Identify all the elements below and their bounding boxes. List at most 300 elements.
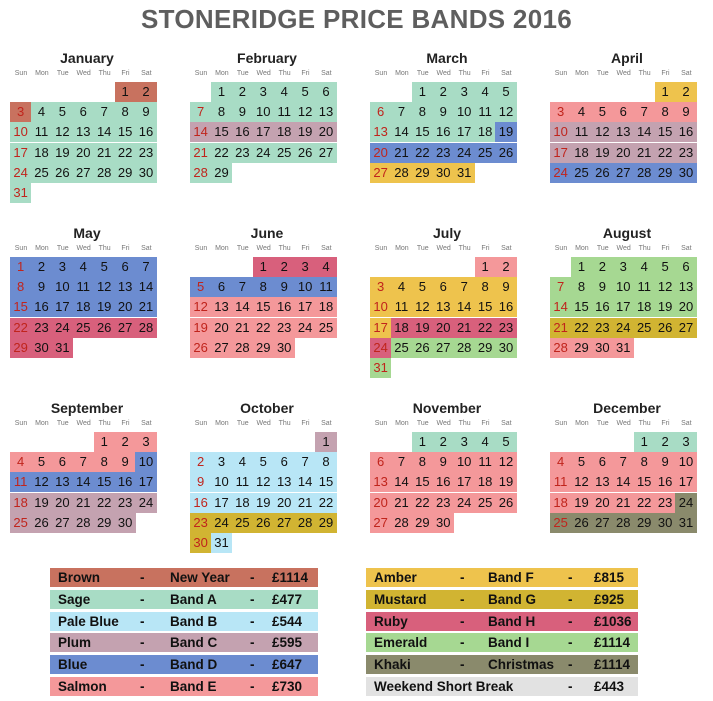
day-cell[interactable]: 17 — [675, 472, 696, 492]
day-cell[interactable]: 17 — [135, 472, 156, 492]
day-cell[interactable]: 28 — [391, 163, 412, 183]
day-cell[interactable]: 21 — [295, 493, 316, 513]
day-cell[interactable]: 26 — [190, 338, 211, 358]
day-cell[interactable]: 17 — [370, 318, 391, 338]
day-cell[interactable]: 14 — [550, 297, 571, 317]
day-cell[interactable]: 26 — [31, 513, 52, 533]
day-cell[interactable]: 7 — [190, 102, 211, 122]
day-cell[interactable]: 2 — [655, 432, 676, 452]
day-cell[interactable]: 2 — [274, 257, 295, 277]
day-cell[interactable]: 7 — [454, 277, 475, 297]
day-cell[interactable]: 30 — [190, 533, 211, 553]
day-cell[interactable]: 25 — [571, 163, 592, 183]
day-cell[interactable]: 11 — [391, 297, 412, 317]
day-cell[interactable]: 28 — [73, 513, 94, 533]
day-cell[interactable]: 20 — [211, 318, 232, 338]
day-cell[interactable]: 5 — [655, 257, 676, 277]
day-cell[interactable]: 6 — [433, 277, 454, 297]
day-cell[interactable]: 15 — [412, 122, 433, 142]
day-cell[interactable]: 14 — [454, 297, 475, 317]
day-cell[interactable]: 28 — [190, 163, 211, 183]
day-cell[interactable]: 3 — [211, 452, 232, 472]
day-cell[interactable]: 8 — [115, 102, 136, 122]
day-cell[interactable]: 25 — [232, 513, 253, 533]
day-cell[interactable]: 3 — [550, 102, 571, 122]
day-cell[interactable]: 9 — [190, 472, 211, 492]
day-cell[interactable]: 7 — [391, 102, 412, 122]
day-cell[interactable]: 5 — [190, 277, 211, 297]
day-cell[interactable]: 2 — [675, 82, 696, 102]
day-cell[interactable]: 7 — [94, 102, 115, 122]
day-cell[interactable]: 9 — [232, 102, 253, 122]
day-cell[interactable]: 6 — [73, 102, 94, 122]
day-cell[interactable]: 5 — [94, 257, 115, 277]
day-cell[interactable]: 12 — [592, 122, 613, 142]
day-cell[interactable]: 23 — [31, 318, 52, 338]
day-cell[interactable]: 15 — [315, 472, 336, 492]
day-cell[interactable]: 6 — [370, 102, 391, 122]
day-cell[interactable]: 27 — [274, 513, 295, 533]
day-cell[interactable]: 30 — [274, 338, 295, 358]
day-cell[interactable]: 10 — [10, 122, 31, 142]
day-cell[interactable]: 11 — [31, 122, 52, 142]
day-cell[interactable]: 31 — [211, 533, 232, 553]
day-cell[interactable]: 15 — [634, 472, 655, 492]
day-cell[interactable]: 29 — [315, 513, 336, 533]
day-cell[interactable]: 8 — [571, 277, 592, 297]
day-cell[interactable]: 2 — [433, 432, 454, 452]
day-cell[interactable]: 8 — [10, 277, 31, 297]
day-cell[interactable]: 22 — [571, 318, 592, 338]
day-cell[interactable]: 23 — [115, 493, 136, 513]
day-cell[interactable]: 26 — [94, 318, 115, 338]
day-cell[interactable]: 14 — [190, 122, 211, 142]
day-cell[interactable]: 10 — [370, 297, 391, 317]
day-cell[interactable]: 12 — [94, 277, 115, 297]
day-cell[interactable]: 4 — [10, 452, 31, 472]
day-cell[interactable]: 11 — [10, 472, 31, 492]
day-cell[interactable]: 5 — [52, 102, 73, 122]
day-cell[interactable]: 13 — [370, 122, 391, 142]
day-cell[interactable]: 27 — [370, 513, 391, 533]
day-cell[interactable]: 23 — [433, 493, 454, 513]
day-cell[interactable]: 11 — [274, 102, 295, 122]
day-cell[interactable]: 4 — [571, 102, 592, 122]
day-cell[interactable]: 3 — [295, 257, 316, 277]
day-cell[interactable]: 2 — [190, 452, 211, 472]
day-cell[interactable]: 18 — [31, 143, 52, 163]
day-cell[interactable]: 28 — [613, 513, 634, 533]
day-cell[interactable]: 7 — [613, 452, 634, 472]
day-cell[interactable]: 1 — [475, 257, 496, 277]
day-cell[interactable]: 12 — [495, 452, 516, 472]
day-cell[interactable]: 11 — [550, 472, 571, 492]
day-cell[interactable]: 9 — [495, 277, 516, 297]
day-cell[interactable]: 5 — [571, 452, 592, 472]
day-cell[interactable]: 11 — [475, 102, 496, 122]
day-cell[interactable]: 21 — [613, 493, 634, 513]
day-cell[interactable]: 13 — [115, 277, 136, 297]
day-cell[interactable]: 9 — [31, 277, 52, 297]
day-cell[interactable]: 9 — [433, 102, 454, 122]
day-cell[interactable]: 30 — [135, 163, 156, 183]
day-cell[interactable]: 4 — [274, 82, 295, 102]
day-cell[interactable]: 3 — [454, 432, 475, 452]
day-cell[interactable]: 18 — [634, 297, 655, 317]
day-cell[interactable]: 24 — [370, 338, 391, 358]
day-cell[interactable]: 26 — [495, 143, 516, 163]
day-cell[interactable]: 25 — [73, 318, 94, 338]
day-cell[interactable]: 5 — [253, 452, 274, 472]
day-cell[interactable]: 15 — [115, 122, 136, 142]
day-cell[interactable]: 11 — [73, 277, 94, 297]
day-cell[interactable]: 29 — [10, 338, 31, 358]
day-cell[interactable]: 29 — [94, 513, 115, 533]
day-cell[interactable]: 12 — [412, 297, 433, 317]
day-cell[interactable]: 16 — [190, 493, 211, 513]
day-cell[interactable]: 31 — [370, 358, 391, 378]
day-cell[interactable]: 23 — [655, 493, 676, 513]
day-cell[interactable]: 3 — [675, 432, 696, 452]
day-cell[interactable]: 30 — [433, 513, 454, 533]
day-cell[interactable]: 3 — [52, 257, 73, 277]
day-cell[interactable]: 2 — [433, 82, 454, 102]
day-cell[interactable]: 13 — [613, 122, 634, 142]
day-cell[interactable]: 20 — [315, 122, 336, 142]
day-cell[interactable]: 14 — [634, 122, 655, 142]
day-cell[interactable]: 14 — [613, 472, 634, 492]
day-cell[interactable]: 22 — [10, 318, 31, 338]
day-cell[interactable]: 9 — [433, 452, 454, 472]
day-cell[interactable]: 19 — [592, 143, 613, 163]
day-cell[interactable]: 4 — [73, 257, 94, 277]
day-cell[interactable]: 25 — [31, 163, 52, 183]
day-cell[interactable]: 28 — [391, 513, 412, 533]
day-cell[interactable]: 29 — [412, 513, 433, 533]
day-cell[interactable]: 28 — [135, 318, 156, 338]
day-cell[interactable]: 7 — [135, 257, 156, 277]
day-cell[interactable]: 19 — [52, 143, 73, 163]
day-cell[interactable]: 1 — [94, 432, 115, 452]
day-cell[interactable]: 8 — [475, 277, 496, 297]
day-cell[interactable]: 11 — [634, 277, 655, 297]
day-cell[interactable]: 18 — [571, 143, 592, 163]
day-cell[interactable]: 6 — [370, 452, 391, 472]
day-cell[interactable]: 19 — [495, 122, 516, 142]
day-cell[interactable]: 15 — [211, 122, 232, 142]
day-cell[interactable]: 27 — [315, 143, 336, 163]
day-cell[interactable]: 24 — [613, 318, 634, 338]
day-cell[interactable]: 25 — [475, 143, 496, 163]
day-cell[interactable]: 7 — [295, 452, 316, 472]
day-cell[interactable]: 11 — [315, 277, 336, 297]
day-cell[interactable]: 17 — [550, 143, 571, 163]
day-cell[interactable]: 28 — [454, 338, 475, 358]
day-cell[interactable]: 29 — [115, 163, 136, 183]
day-cell[interactable]: 14 — [135, 277, 156, 297]
day-cell[interactable]: 26 — [592, 163, 613, 183]
day-cell[interactable]: 17 — [10, 143, 31, 163]
day-cell[interactable]: 10 — [613, 277, 634, 297]
day-cell[interactable]: 1 — [571, 257, 592, 277]
day-cell[interactable]: 31 — [454, 163, 475, 183]
day-cell[interactable]: 10 — [454, 452, 475, 472]
day-cell[interactable]: 1 — [10, 257, 31, 277]
day-cell[interactable]: 19 — [94, 297, 115, 317]
day-cell[interactable]: 7 — [73, 452, 94, 472]
day-cell[interactable]: 28 — [634, 163, 655, 183]
day-cell[interactable]: 10 — [211, 472, 232, 492]
day-cell[interactable]: 5 — [592, 102, 613, 122]
day-cell[interactable]: 26 — [655, 318, 676, 338]
day-cell[interactable]: 3 — [253, 82, 274, 102]
day-cell[interactable]: 19 — [190, 318, 211, 338]
day-cell[interactable]: 16 — [592, 297, 613, 317]
day-cell[interactable]: 12 — [571, 472, 592, 492]
day-cell[interactable]: 6 — [592, 452, 613, 472]
day-cell[interactable]: 27 — [370, 163, 391, 183]
day-cell[interactable]: 16 — [232, 122, 253, 142]
day-cell[interactable]: 27 — [675, 318, 696, 338]
day-cell[interactable]: 23 — [135, 143, 156, 163]
day-cell[interactable]: 4 — [550, 452, 571, 472]
day-cell[interactable]: 12 — [655, 277, 676, 297]
day-cell[interactable]: 18 — [475, 472, 496, 492]
day-cell[interactable]: 22 — [634, 493, 655, 513]
day-cell[interactable]: 17 — [454, 122, 475, 142]
day-cell[interactable]: 16 — [433, 472, 454, 492]
day-cell[interactable]: 25 — [475, 493, 496, 513]
day-cell[interactable]: 27 — [52, 513, 73, 533]
day-cell[interactable]: 7 — [391, 452, 412, 472]
day-cell[interactable]: 26 — [295, 143, 316, 163]
day-cell[interactable]: 23 — [232, 143, 253, 163]
day-cell[interactable]: 17 — [211, 493, 232, 513]
day-cell[interactable]: 21 — [190, 143, 211, 163]
day-cell[interactable]: 13 — [73, 122, 94, 142]
day-cell[interactable]: 4 — [475, 82, 496, 102]
day-cell[interactable]: 30 — [433, 163, 454, 183]
day-cell[interactable]: 3 — [370, 277, 391, 297]
day-cell[interactable]: 27 — [115, 318, 136, 338]
day-cell[interactable]: 20 — [370, 493, 391, 513]
day-cell[interactable]: 18 — [232, 493, 253, 513]
day-cell[interactable]: 1 — [253, 257, 274, 277]
day-cell[interactable]: 21 — [232, 318, 253, 338]
day-cell[interactable]: 31 — [10, 183, 31, 203]
day-cell[interactable]: 13 — [370, 472, 391, 492]
day-cell[interactable]: 31 — [52, 338, 73, 358]
day-cell[interactable]: 6 — [274, 452, 295, 472]
day-cell[interactable]: 6 — [211, 277, 232, 297]
day-cell[interactable]: 29 — [253, 338, 274, 358]
day-cell[interactable]: 4 — [391, 277, 412, 297]
day-cell[interactable]: 9 — [115, 452, 136, 472]
day-cell[interactable]: 5 — [495, 82, 516, 102]
day-cell[interactable]: 7 — [550, 277, 571, 297]
day-cell[interactable]: 16 — [433, 122, 454, 142]
day-cell[interactable]: 13 — [315, 102, 336, 122]
day-cell[interactable]: 16 — [115, 472, 136, 492]
day-cell[interactable]: 24 — [295, 318, 316, 338]
day-cell[interactable]: 22 — [94, 493, 115, 513]
day-cell[interactable]: 12 — [495, 102, 516, 122]
day-cell[interactable]: 14 — [391, 122, 412, 142]
day-cell[interactable]: 1 — [412, 432, 433, 452]
day-cell[interactable]: 19 — [655, 297, 676, 317]
day-cell[interactable]: 23 — [190, 513, 211, 533]
day-cell[interactable]: 18 — [274, 122, 295, 142]
day-cell[interactable]: 17 — [613, 297, 634, 317]
day-cell[interactable]: 24 — [454, 493, 475, 513]
day-cell[interactable]: 19 — [412, 318, 433, 338]
day-cell[interactable]: 5 — [412, 277, 433, 297]
day-cell[interactable]: 15 — [10, 297, 31, 317]
day-cell[interactable]: 25 — [391, 338, 412, 358]
day-cell[interactable]: 12 — [52, 122, 73, 142]
day-cell[interactable]: 29 — [475, 338, 496, 358]
day-cell[interactable]: 15 — [412, 472, 433, 492]
day-cell[interactable]: 14 — [73, 472, 94, 492]
day-cell[interactable]: 13 — [274, 472, 295, 492]
day-cell[interactable]: 10 — [253, 102, 274, 122]
day-cell[interactable]: 19 — [253, 493, 274, 513]
day-cell[interactable]: 24 — [550, 163, 571, 183]
day-cell[interactable]: 6 — [315, 82, 336, 102]
day-cell[interactable]: 29 — [211, 163, 232, 183]
day-cell[interactable]: 30 — [31, 338, 52, 358]
day-cell[interactable]: 24 — [135, 493, 156, 513]
day-cell[interactable]: 3 — [613, 257, 634, 277]
day-cell[interactable]: 19 — [495, 472, 516, 492]
day-cell[interactable]: 22 — [315, 493, 336, 513]
day-cell[interactable]: 11 — [475, 452, 496, 472]
day-cell[interactable]: 4 — [634, 257, 655, 277]
day-cell[interactable]: 8 — [253, 277, 274, 297]
day-cell[interactable]: 21 — [94, 143, 115, 163]
day-cell[interactable]: 21 — [454, 318, 475, 338]
day-cell[interactable]: 27 — [211, 338, 232, 358]
day-cell[interactable]: 10 — [454, 102, 475, 122]
day-cell[interactable]: 8 — [315, 452, 336, 472]
day-cell[interactable]: 2 — [31, 257, 52, 277]
day-cell[interactable]: 13 — [675, 277, 696, 297]
day-cell[interactable]: 19 — [31, 493, 52, 513]
day-cell[interactable]: 28 — [94, 163, 115, 183]
day-cell[interactable]: 13 — [52, 472, 73, 492]
day-cell[interactable]: 22 — [253, 318, 274, 338]
day-cell[interactable]: 18 — [475, 122, 496, 142]
day-cell[interactable]: 25 — [10, 513, 31, 533]
day-cell[interactable]: 15 — [253, 297, 274, 317]
day-cell[interactable]: 17 — [52, 297, 73, 317]
day-cell[interactable]: 14 — [391, 472, 412, 492]
day-cell[interactable]: 6 — [613, 102, 634, 122]
day-cell[interactable]: 2 — [135, 82, 156, 102]
day-cell[interactable]: 6 — [675, 257, 696, 277]
day-cell[interactable]: 2 — [232, 82, 253, 102]
day-cell[interactable]: 30 — [655, 513, 676, 533]
day-cell[interactable]: 12 — [190, 297, 211, 317]
day-cell[interactable]: 8 — [412, 452, 433, 472]
day-cell[interactable]: 24 — [211, 513, 232, 533]
day-cell[interactable]: 30 — [115, 513, 136, 533]
day-cell[interactable]: 27 — [433, 338, 454, 358]
day-cell[interactable]: 9 — [655, 452, 676, 472]
day-cell[interactable]: 11 — [571, 122, 592, 142]
day-cell[interactable]: 9 — [274, 277, 295, 297]
day-cell[interactable]: 22 — [412, 143, 433, 163]
day-cell[interactable]: 2 — [495, 257, 516, 277]
day-cell[interactable]: 24 — [10, 163, 31, 183]
day-cell[interactable]: 19 — [571, 493, 592, 513]
day-cell[interactable]: 9 — [592, 277, 613, 297]
day-cell[interactable]: 20 — [613, 143, 634, 163]
day-cell[interactable]: 18 — [391, 318, 412, 338]
day-cell[interactable]: 20 — [52, 493, 73, 513]
day-cell[interactable]: 5 — [31, 452, 52, 472]
day-cell[interactable]: 21 — [391, 143, 412, 163]
day-cell[interactable]: 1 — [655, 82, 676, 102]
day-cell[interactable]: 7 — [232, 277, 253, 297]
day-cell[interactable]: 18 — [73, 297, 94, 317]
day-cell[interactable]: 23 — [675, 143, 696, 163]
day-cell[interactable]: 8 — [412, 102, 433, 122]
day-cell[interactable]: 31 — [613, 338, 634, 358]
day-cell[interactable]: 9 — [675, 102, 696, 122]
day-cell[interactable]: 23 — [495, 318, 516, 338]
day-cell[interactable]: 15 — [655, 122, 676, 142]
day-cell[interactable]: 26 — [495, 493, 516, 513]
day-cell[interactable]: 25 — [634, 318, 655, 338]
day-cell[interactable]: 19 — [295, 122, 316, 142]
day-cell[interactable]: 4 — [315, 257, 336, 277]
day-cell[interactable]: 3 — [454, 82, 475, 102]
day-cell[interactable]: 11 — [232, 472, 253, 492]
day-cell[interactable]: 24 — [675, 493, 696, 513]
day-cell[interactable]: 4 — [31, 102, 52, 122]
day-cell[interactable]: 27 — [613, 163, 634, 183]
day-cell[interactable]: 23 — [274, 318, 295, 338]
day-cell[interactable]: 20 — [73, 143, 94, 163]
day-cell[interactable]: 20 — [274, 493, 295, 513]
day-cell[interactable]: 15 — [94, 472, 115, 492]
day-cell[interactable]: 18 — [550, 493, 571, 513]
day-cell[interactable]: 25 — [274, 143, 295, 163]
day-cell[interactable]: 21 — [135, 297, 156, 317]
day-cell[interactable]: 30 — [495, 338, 516, 358]
day-cell[interactable]: 10 — [135, 452, 156, 472]
day-cell[interactable]: 26 — [571, 513, 592, 533]
day-cell[interactable]: 31 — [675, 513, 696, 533]
day-cell[interactable]: 7 — [634, 102, 655, 122]
day-cell[interactable]: 26 — [253, 513, 274, 533]
day-cell[interactable]: 21 — [550, 318, 571, 338]
day-cell[interactable]: 2 — [592, 257, 613, 277]
day-cell[interactable]: 22 — [655, 143, 676, 163]
day-cell[interactable]: 17 — [253, 122, 274, 142]
day-cell[interactable]: 18 — [10, 493, 31, 513]
day-cell[interactable]: 27 — [592, 513, 613, 533]
day-cell[interactable]: 6 — [115, 257, 136, 277]
day-cell[interactable]: 12 — [253, 472, 274, 492]
day-cell[interactable]: 8 — [94, 452, 115, 472]
day-cell[interactable]: 13 — [433, 297, 454, 317]
day-cell[interactable]: 23 — [592, 318, 613, 338]
day-cell[interactable]: 3 — [135, 432, 156, 452]
day-cell[interactable]: 22 — [412, 493, 433, 513]
day-cell[interactable]: 20 — [370, 143, 391, 163]
